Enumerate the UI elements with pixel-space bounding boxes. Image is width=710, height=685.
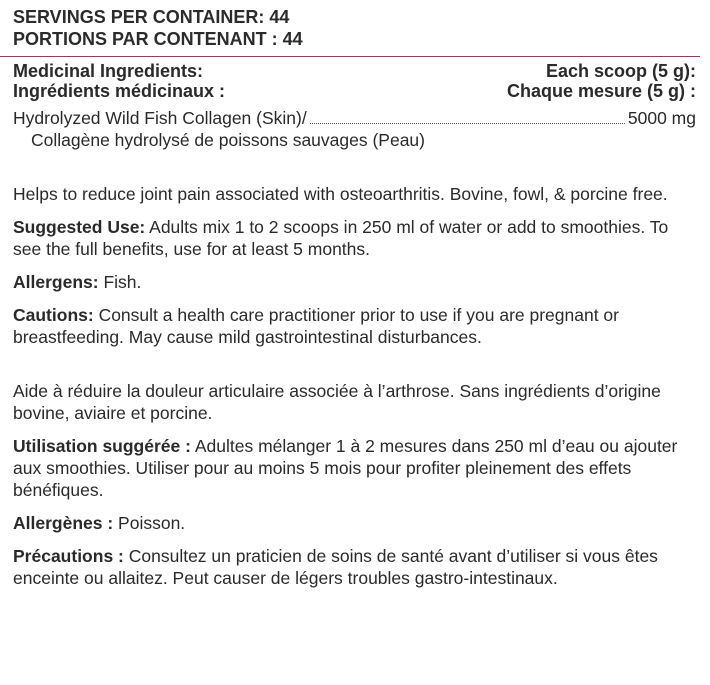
allergens-label-fr: Allergènes : <box>13 513 114 533</box>
ingredient-row <box>13 107 696 129</box>
servings-en: SERVINGS PER CONTAINER: 44 <box>13 7 290 27</box>
ingredient-amount: 5000 mg <box>627 108 696 128</box>
cautions-label-en: Cautions: <box>13 305 94 325</box>
cautions-text-fr: Consultez un praticien de soins de santé avant d’utiliser si vous êtes enceinte ou allaitez. Peut causer de légers troubles gastro-intestinaux. <box>13 546 658 588</box>
servings-fr: PORTIONS PAR CONTENANT : 44 <box>13 29 303 49</box>
allergens-text-en: Fish. <box>98 272 142 292</box>
suggested-use-en <box>13 216 696 260</box>
suggested-use-text-fr: Adultes mélanger 1 à 2 mesures dans 250 ml d’eau ou ajouter aux smoothies. Utiliser pour au moins 5 mois pour profiter pleinement des effets bénéfiques. <box>13 436 678 500</box>
suggested-use-fr <box>13 435 696 501</box>
ingredients-header <box>13 61 696 101</box>
claim-en: Helps to reduce joint pain associated with osteoarthritis. Bovine, fowl, & porcine free. <box>13 184 668 204</box>
cautions-label-fr: Précautions : <box>13 546 124 566</box>
cautions-text-en: Consult a health care practitioner prior to use if you are pregnant or breastfeeding. May cause mild gastrointestinal disturbances. <box>13 305 619 347</box>
allergens-label-en: Allergens: <box>13 272 99 292</box>
suggested-use-text-en: Adults mix 1 to 2 scoops in 250 ml of water or add to smoothies. To see the full benefits, use for at least 5 months. <box>13 217 669 259</box>
cautions-fr <box>13 545 696 589</box>
allergens-fr <box>13 512 696 534</box>
ingredients-heading-fr: Ingrédients médicinaux : <box>13 81 226 101</box>
ingredients-heading-en: Medicinal Ingredients: <box>13 61 204 81</box>
amount-heading-fr: Chaque mesure (5 g) : <box>506 81 696 101</box>
suggested-use-label-fr: Utilisation suggérée : <box>13 436 191 456</box>
claim-fr: Aide à réduire la douleur articulaire associée à l’arthrose. Sans ingrédients d’origine bovine, aviaire et porcine. <box>13 381 661 423</box>
accent-divider <box>0 56 700 57</box>
ingredient-name-en: Hydrolyzed Wild Fish Collagen (Skin)/ <box>13 108 307 128</box>
dot-leader <box>310 123 625 124</box>
allergens-en <box>13 271 696 293</box>
cautions-en <box>13 304 696 348</box>
ingredient-name-fr: Collagène hydrolysé de poissons sauvages (Peau) <box>31 130 425 150</box>
amount-heading-en: Each scoop (5 g): <box>545 61 696 81</box>
suggested-use-label-en: Suggested Use: <box>13 217 146 237</box>
allergens-text-fr: Poisson. <box>113 513 186 533</box>
